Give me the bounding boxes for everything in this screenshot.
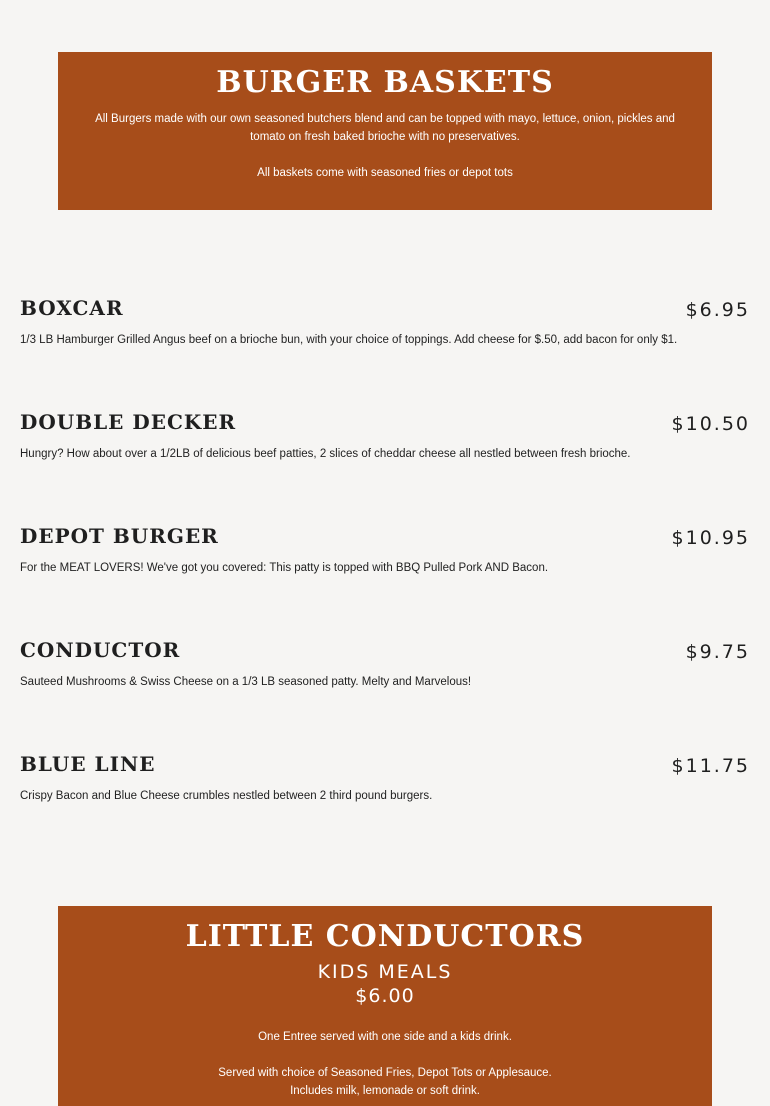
menu-item-name: CONDUCTOR	[20, 638, 181, 662]
menu-item-conductor	[20, 638, 750, 708]
menu-item-description: 1/3 LB Hamburger Grilled Angus beef on a brioche bun, with your choice of toppings. Add cheese for $.50, add bacon for only $1.	[20, 334, 678, 346]
kids-meals-subtitle: KIDS MEALS	[317, 961, 453, 983]
menu-item-double-decker	[20, 410, 750, 480]
little-conductors-banner	[58, 906, 712, 1106]
menu-item-price: $6.95	[685, 299, 750, 321]
menu-item-price: $9.75	[685, 641, 750, 663]
menu-item-description: Hungry? How about over a 1/2LB of delicious beef patties, 2 slices of cheddar cheese all nestled between fresh brioche.	[20, 448, 631, 460]
menu-item-price: $10.50	[671, 413, 750, 435]
menu-item-blue-line	[20, 752, 750, 822]
menu-item-boxcar	[20, 296, 750, 366]
menu-item-description: Sauteed Mushrooms & Swiss Cheese on a 1/3 LB seasoned patty. Melty and Marvelous!	[20, 676, 472, 688]
kids-meals-line-2: Served with choice of Seasoned Fries, Depot Tots or Applesauce.	[218, 1067, 552, 1079]
menu-item-name: BLUE LINE	[20, 752, 156, 776]
menu-item-name: DEPOT BURGER	[20, 524, 219, 548]
kids-meals-line-1: One Entree served with one side and a kids drink.	[258, 1031, 512, 1043]
menu-item-name: DOUBLE DECKER	[20, 410, 237, 434]
menu-item-price: $11.75	[671, 755, 750, 777]
menu-item-description: Crispy Bacon and Blue Cheese crumbles nestled between 2 third pound burgers.	[20, 790, 433, 802]
menu-item-name: BOXCAR	[20, 296, 124, 320]
kids-meals-line-3: Includes milk, lemonade or soft drink.	[290, 1085, 480, 1097]
burger-baskets-title: BURGER BASKETS	[216, 65, 554, 100]
kids-meals-price: $6.00	[355, 985, 415, 1007]
burger-baskets-description: All Burgers made with our own seasoned butchers blend and can be topped with mayo, lettuce, onion, pickles and tomato on fresh baked brioche with no preservatives.	[95, 113, 675, 143]
menu-item-price: $10.95	[671, 527, 750, 549]
little-conductors-title: LITTLE CONDUCTORS	[185, 919, 585, 954]
burger-baskets-banner	[58, 52, 712, 210]
menu-item-description: For the MEAT LOVERS! We've got you covered: This patty is topped with BBQ Pulled Pork AND Bacon.	[20, 562, 549, 574]
menu-item-depot-burger	[20, 524, 750, 594]
burger-baskets-note: All baskets come with seasoned fries or depot tots	[257, 167, 513, 179]
